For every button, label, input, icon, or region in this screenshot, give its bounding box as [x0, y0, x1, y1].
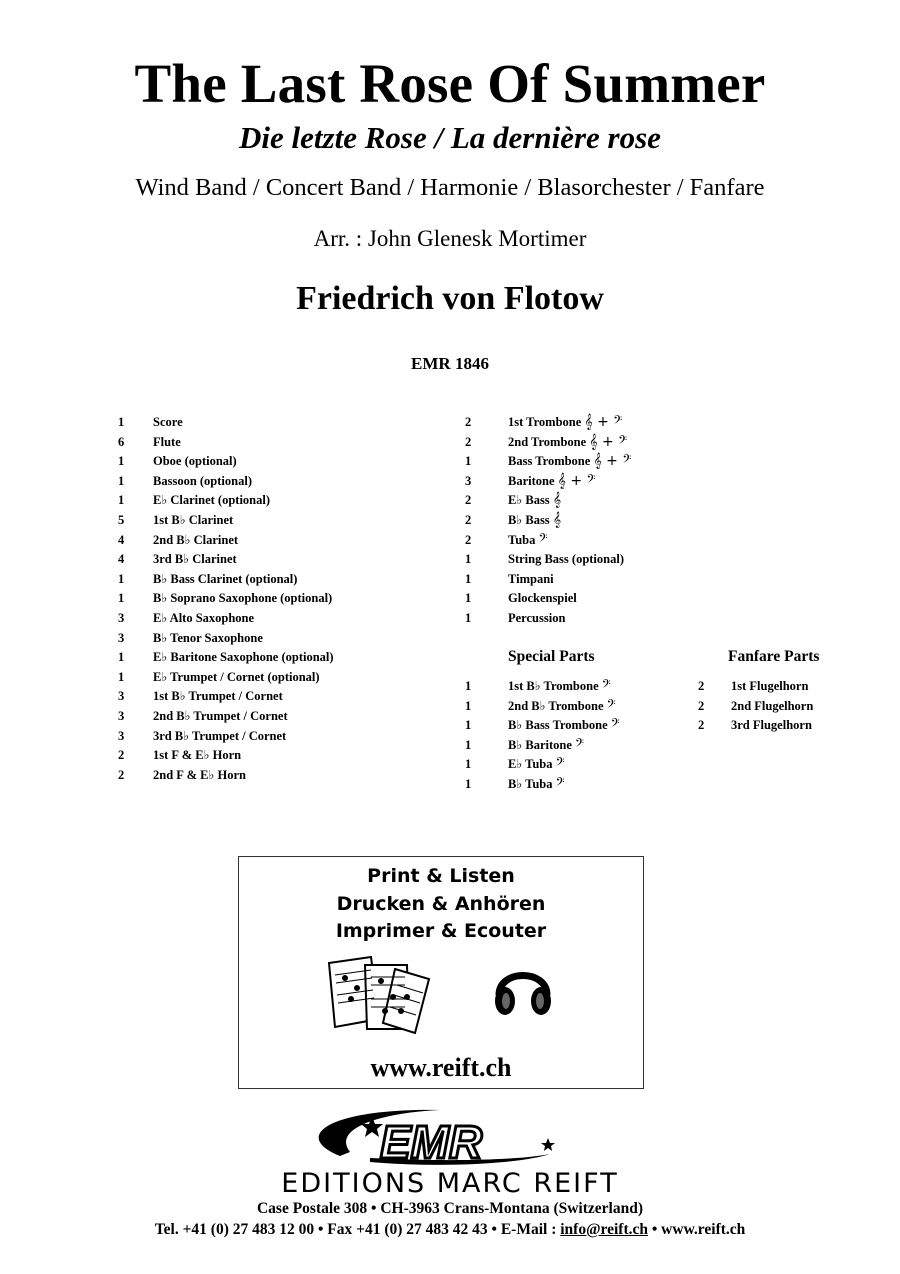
part-name-text: B♭ Baritone	[508, 737, 572, 752]
part-name-text: E♭ Tuba	[508, 757, 553, 772]
part-quantity: 2	[465, 493, 472, 508]
part-quantity: 1	[465, 591, 472, 606]
part-name-text: Timpani	[508, 571, 554, 586]
part-quantity: 2	[698, 718, 705, 733]
part-name-text: Bassoon (optional)	[153, 473, 252, 488]
publisher-address: Case Postale 308 • CH-3963 Crans-Montana (Switzerland)	[256, 1200, 643, 1217]
page-subtitle: Die letzte Rose / La dernière rose	[239, 120, 661, 155]
part-name	[508, 491, 561, 511]
part-quantity: 2	[698, 698, 705, 713]
part-row	[118, 452, 418, 472]
part-name-text: 2nd B♭ Trumpet / Cornet	[153, 708, 288, 723]
part-name	[153, 531, 238, 551]
part-quantity: 3	[465, 473, 472, 488]
part-quantity: 1	[118, 571, 125, 586]
part-row	[118, 491, 418, 511]
part-quantity: 3	[118, 630, 125, 645]
part-row	[698, 697, 888, 717]
arranger: Arr. : John Glenesk Mortimer	[313, 226, 587, 251]
part-row	[118, 609, 418, 629]
part-quantity: 1	[465, 776, 472, 791]
part-name	[508, 511, 561, 531]
part-name	[508, 736, 584, 756]
part-name	[508, 433, 627, 453]
part-name	[508, 609, 565, 629]
part-name-text: Glockenspiel	[508, 591, 577, 606]
part-row	[118, 413, 418, 433]
part-quantity: 1	[118, 591, 125, 606]
part-name-text: 2nd F & E♭ Horn	[153, 767, 246, 782]
part-name-text: E♭ Alto Saxophone	[153, 610, 255, 625]
part-quantity: 2	[465, 512, 472, 527]
clef-icon: 𝄢	[538, 531, 548, 548]
part-quantity: 3	[118, 728, 125, 743]
part-quantity: 1	[118, 473, 125, 488]
part-name-text: 3rd B♭ Clarinet	[153, 552, 237, 567]
part-name	[508, 755, 565, 775]
part-quantity: 1	[118, 650, 125, 665]
part-quantity: 2	[118, 748, 125, 763]
part-quantity: 1	[118, 454, 125, 469]
clef-icon: 𝄞	[552, 511, 562, 528]
part-quantity: 1	[118, 493, 125, 508]
part-row	[465, 716, 705, 736]
part-name	[508, 589, 577, 609]
part-row	[465, 472, 705, 492]
promo-line-1: Print & Listen	[367, 865, 515, 887]
clef-icon: 𝄞 + 𝄢	[589, 433, 628, 450]
clef-icon: 𝄢	[610, 717, 620, 734]
part-quantity: 1	[465, 737, 472, 752]
part-name-text: Oboe (optional)	[153, 454, 237, 469]
part-row	[465, 697, 705, 717]
sheet-music-icon	[325, 955, 435, 1035]
part-name-text: B♭ Bass Clarinet (optional)	[153, 571, 298, 586]
part-quantity: 1	[465, 454, 472, 469]
emr-logo	[300, 1106, 600, 1168]
part-row	[118, 589, 418, 609]
part-name-text: E♭ Bass	[508, 493, 550, 508]
part-quantity: 1	[118, 669, 125, 684]
part-name	[153, 570, 297, 590]
part-quantity: 4	[118, 532, 125, 547]
part-quantity: 1	[465, 757, 472, 772]
part-row	[118, 766, 418, 786]
part-name	[153, 413, 183, 433]
part-row	[118, 570, 418, 590]
parts-list-main	[118, 413, 418, 785]
part-name-text: 2nd B♭ Clarinet	[153, 532, 239, 547]
part-row	[118, 629, 418, 649]
part-row	[118, 550, 418, 570]
part-row	[698, 677, 888, 697]
part-name-text: Flute	[153, 434, 181, 449]
part-row	[465, 550, 705, 570]
part-name-text: Tuba	[508, 532, 536, 547]
part-quantity: 3	[118, 708, 125, 723]
part-name-text: 2nd Flugelhorn	[731, 698, 814, 713]
part-row	[465, 775, 705, 795]
part-name	[508, 531, 547, 551]
clef-icon: 𝄢	[555, 775, 565, 792]
part-row	[118, 511, 418, 531]
part-name	[508, 452, 631, 472]
part-quantity: 2	[698, 679, 705, 693]
part-name-text: E♭ Clarinet (optional)	[153, 493, 271, 508]
part-row	[465, 452, 705, 472]
part-name-text: 1st Trombone	[508, 415, 582, 429]
part-name	[153, 648, 334, 668]
part-quantity: 1	[465, 610, 472, 625]
part-name-text: B♭ Tuba	[508, 776, 553, 791]
part-quantity: 1	[465, 698, 472, 713]
part-name-text: E♭ Trumpet / Cornet (optional)	[153, 669, 320, 684]
part-name-text: 1st Flugelhorn	[731, 679, 809, 693]
part-name-text: B♭ Bass Trombone	[508, 718, 608, 733]
part-name	[508, 413, 622, 433]
clef-icon: 𝄢	[606, 697, 616, 714]
promo-url[interactable]: www.reift.ch	[370, 1053, 512, 1082]
part-name	[153, 629, 263, 649]
part-row	[118, 727, 418, 747]
part-name	[731, 716, 812, 736]
page-title: The Last Rose Of Summer	[134, 53, 766, 114]
part-row	[465, 491, 705, 511]
part-name-text: Score	[153, 415, 183, 429]
part-name-text: 3rd B♭ Trumpet / Cornet	[153, 728, 287, 743]
part-name	[153, 609, 254, 629]
logo-text: EMR	[380, 1116, 483, 1168]
part-name	[153, 766, 246, 786]
part-quantity: 1	[465, 718, 472, 733]
part-name	[731, 697, 813, 717]
headphones-icon	[491, 957, 555, 1021]
clef-icon: 𝄞 + 𝄢	[593, 453, 632, 470]
part-row	[465, 755, 705, 775]
part-row	[118, 472, 418, 492]
part-name	[153, 433, 181, 453]
part-name	[508, 677, 611, 697]
part-name	[153, 589, 332, 609]
part-quantity: 2	[465, 415, 472, 429]
part-name-text: Bass Trombone	[508, 454, 591, 469]
part-name-text: 1st B♭ Clarinet	[153, 512, 234, 527]
part-row	[118, 531, 418, 551]
part-row	[465, 589, 705, 609]
instrumentation: Wind Band / Concert Band / Harmonie / Blasorchester / Fanfare	[135, 174, 765, 201]
clef-icon: 𝄢	[555, 756, 565, 773]
part-name	[153, 746, 241, 766]
part-name-text: B♭ Soprano Saxophone (optional)	[153, 591, 333, 606]
part-quantity: 1	[465, 571, 472, 586]
part-name-text: 1st F & E♭ Horn	[153, 748, 242, 763]
catalog-number: EMR 1846	[411, 354, 489, 373]
part-name	[153, 550, 237, 570]
part-quantity: 3	[118, 610, 125, 625]
part-name-text: E♭ Baritone Saxophone (optional)	[153, 650, 334, 665]
part-name-text: 2nd Trombone	[508, 434, 587, 449]
part-row	[465, 413, 705, 433]
part-name	[508, 472, 596, 492]
part-quantity: 3	[118, 689, 125, 704]
part-row	[465, 433, 705, 453]
part-quantity: 2	[118, 767, 125, 782]
part-name	[153, 472, 252, 492]
part-quantity: 1	[118, 415, 125, 429]
part-name-text: 1st B♭ Trumpet / Cornet	[153, 689, 283, 704]
part-quantity: 5	[118, 512, 125, 527]
part-name-text: String Bass (optional)	[508, 552, 624, 567]
part-name	[508, 775, 565, 795]
fanfare-parts-list	[698, 677, 888, 736]
part-name	[508, 697, 616, 717]
publisher-contact	[0, 1221, 900, 1239]
special-parts-list	[465, 677, 705, 795]
special-parts-heading: Special Parts	[508, 648, 595, 665]
part-quantity: 6	[118, 434, 125, 449]
contact-website[interactable]: • www.reift.ch	[648, 1221, 746, 1238]
promo-line-2: Drucken & Anhören	[336, 893, 546, 915]
part-name-text: Percussion	[508, 610, 566, 625]
part-name	[731, 677, 808, 697]
promo-line-3: Imprimer & Ecouter	[335, 920, 547, 942]
part-name-text: 2nd B♭ Trombone	[508, 698, 604, 713]
part-row	[465, 736, 705, 756]
part-name	[153, 687, 283, 707]
part-row	[118, 707, 418, 727]
clef-icon: 𝄞 + 𝄢	[557, 472, 596, 489]
part-row	[465, 609, 705, 629]
part-row	[118, 433, 418, 453]
clef-icon: 𝄞 + 𝄢	[584, 414, 623, 430]
part-name	[153, 727, 286, 747]
part-row	[118, 648, 418, 668]
part-quantity: 1	[465, 552, 472, 567]
part-row	[465, 531, 705, 551]
part-name	[153, 511, 233, 531]
part-quantity: 4	[118, 552, 125, 567]
contact-phone-fax: Tel. +41 (0) 27 483 12 00 • Fax +41 (0) 27 483 42 43 • E-Mail :	[154, 1221, 561, 1238]
part-row	[118, 668, 418, 688]
parts-list-brass	[465, 413, 705, 629]
part-quantity: 2	[465, 434, 472, 449]
publisher-name: EDITIONS MARC REIFT	[281, 1168, 619, 1199]
part-name-text: 3rd Flugelhorn	[731, 718, 812, 733]
part-row	[118, 746, 418, 766]
part-name	[153, 668, 320, 688]
clef-icon: 𝄢	[575, 736, 585, 753]
part-name-text: Baritone	[508, 473, 555, 488]
part-row	[465, 511, 705, 531]
fanfare-parts-heading: Fanfare Parts	[728, 648, 820, 665]
part-name	[508, 570, 554, 590]
part-quantity: 1	[465, 679, 472, 693]
part-name-text: B♭ Bass	[508, 512, 550, 527]
part-name	[153, 707, 288, 727]
clef-icon: 𝄢	[601, 678, 611, 694]
part-name-text: 1st B♭ Trombone	[508, 679, 599, 693]
contact-email-link[interactable]: info@reift.ch	[560, 1221, 648, 1238]
part-quantity: 2	[465, 532, 472, 547]
part-name	[153, 452, 237, 472]
part-name	[508, 550, 624, 570]
composer: Friedrich von Flotow	[296, 280, 604, 317]
part-name	[508, 716, 620, 736]
part-name	[153, 491, 270, 511]
part-row	[118, 687, 418, 707]
part-name-text: B♭ Tenor Saxophone	[153, 630, 263, 645]
part-row	[465, 677, 705, 697]
part-row	[465, 570, 705, 590]
clef-icon: 𝄞	[552, 492, 562, 509]
print-listen-box[interactable]	[238, 856, 644, 1089]
part-row	[698, 716, 888, 736]
